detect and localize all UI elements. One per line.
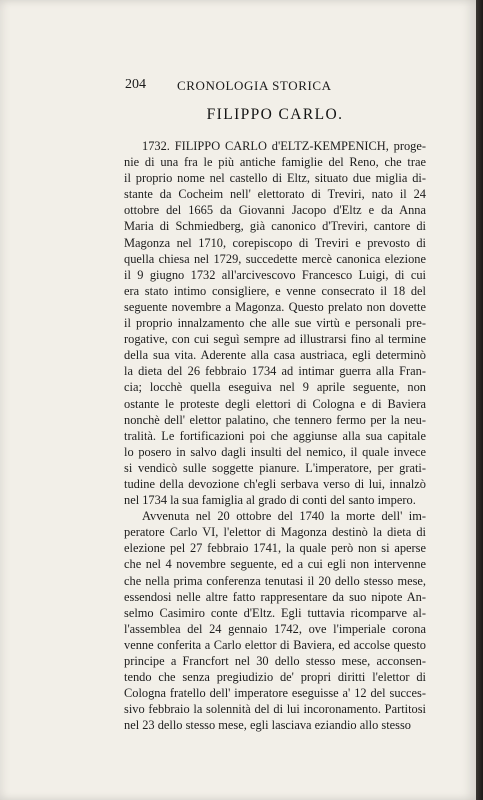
running-head: CRONOLOGIA STORICA <box>177 78 332 93</box>
text-line: l'assemblea del 24 gennaio 1742, ove l'imperiale corona <box>124 621 426 636</box>
text-line: si vendicò sulle soggette pianure. L'imperatore, per grati- <box>124 460 426 475</box>
body-text <box>124 138 426 733</box>
text-line: nonchè dell' elettor palatino, che tennero fermo per la neu- <box>124 412 426 427</box>
text-line: il 9 giugno 1732 all'arcivescovo Francesco Luigi, di cui <box>124 267 426 282</box>
text-line: rogative, con cui seguì sempre ad illustrarsi fino al termine <box>124 332 426 347</box>
text-line: sivo febbraio la solennità del di lui incoronamento. Partitosi <box>124 702 426 717</box>
text-line: che nella prima conferenza tenutasi il 20 dello stesso mese, <box>124 573 426 588</box>
text-line: cia; locchè quella eseguiva nel 9 aprile seguente, non <box>124 380 426 395</box>
text-line: nel 23 dello stesso mese, egli lasciava eziandio allo stesso <box>124 718 411 733</box>
page-number: 204 <box>125 77 146 92</box>
text-line: la dieta del 26 febbraio 1734 ad intimar guerra alla Fran- <box>124 364 426 379</box>
text-line: tralità. Le fortificazioni poi che aggiunse alla sua capitale <box>124 428 426 443</box>
text-line: il proprio nome nel castello di Eltz, situato due miglia di- <box>124 171 426 186</box>
text-line: ottobre del 1665 da Giovanni Jacopo d'Eltz e da Anna <box>124 203 426 218</box>
text-line: peratore Carlo VI, l'elettor di Magonza destinò la dieta di <box>124 525 426 540</box>
text-line: nel 1734 la sua famiglia al grado di conti del santo impero. <box>124 493 416 508</box>
text-line: il proprio innalzamento che alle sue virtù e personali pre- <box>124 316 426 331</box>
text-line: nie di una fra le più antiche famiglie del Reno, che trae <box>124 155 426 170</box>
text-line: 1732. FILIPPO CARLO d'ELTZ-KEMPENICH, proge- <box>142 139 426 153</box>
text-line: tudine della devozione ch'egli serbava verso di lui, innalzò <box>124 476 426 491</box>
text-line: tendo che senza pregiudizio de' propri diritti l'elettor di <box>124 670 426 685</box>
page-header <box>125 77 420 95</box>
text-line: essendosi nelle altre fatto rappresentare da suo nipote An- <box>124 589 426 604</box>
text-line: ostante le proteste degli elettori di Cologna e di Baviera <box>124 396 426 411</box>
paragraph <box>124 508 426 733</box>
paragraph <box>124 138 426 508</box>
text-line: quella chiesa nel 1729, succedette mercè canonica elezione <box>124 251 426 266</box>
text-line: principe a Francfort nel 30 dello stesso mese, acconsen- <box>124 654 426 668</box>
text-line: Avvenuta nel 20 ottobre del 1740 la morte dell' im- <box>142 509 426 524</box>
text-line: elezione pel 27 febbraio 1741, la quale però non si aperse <box>124 541 426 556</box>
text-line: Maria di Schmiedberg, già canonico d'Treviri, cantore di <box>124 219 426 234</box>
text-line: Cologna fratello dell' imperatore eseguisse a' 12 del succes- <box>124 686 426 701</box>
section-title: FILIPPO CARLO. <box>206 106 344 123</box>
text-line: Magonza nel 1710, corepiscopo di Treviri e prevosto di <box>124 235 426 250</box>
text-line: stante da Cocheim nell' elettorato di Treviri, nato il 24 <box>124 187 426 202</box>
text-line: seguente novembre a Magonza. Questo prelato non dovette <box>124 299 426 314</box>
text-line: era stato intimo consigliere, e venne consecrato il 18 del <box>124 283 426 298</box>
text-line: della sua vita. Aderente alla casa austriaca, egli determinò <box>124 348 426 363</box>
text-line: che nel 4 novembre seguente, ed a cui egli non intervenne <box>124 557 426 572</box>
text-line: lo posero in salvo dagli insulti del nemico, il quale invece <box>124 444 426 459</box>
text-line: venne conferita a Carlo elettor di Baviera, ed accolse questo <box>124 637 426 652</box>
page-edge <box>476 0 483 800</box>
text-line: selmo Casimiro conte d'Eltz. Egli tuttavia ricomparve al- <box>124 605 426 620</box>
